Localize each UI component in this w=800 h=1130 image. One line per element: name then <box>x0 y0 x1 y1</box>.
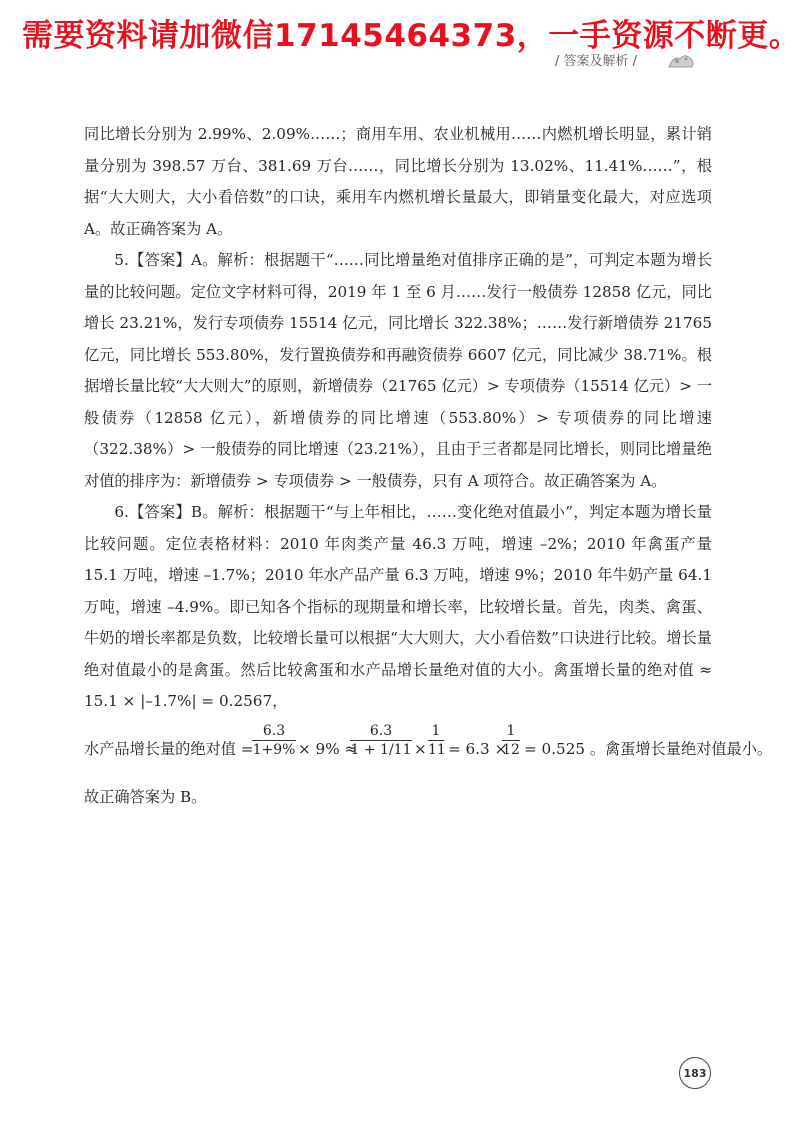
q6-formula-line <box>84 718 773 782</box>
fraction-2 <box>350 722 412 759</box>
paragraph-q6: 6.【答案】B。解析：根据题干“与上年相比，……变化绝对值最小”，判定本题为增长量比较问题。定位表格材料：2010 年肉类产量 46.3 万吨，增速 –2%；2010 年禽蛋产量 15.1 万吨，增速 –1.7%；2010 年水产品产量 6.3 万吨，增速 9%；2010 年牛奶产量 64.1 万吨，增速 –4.9%。即已知各个指标的现期量和增长率，比较增长量。首先，肉类、禽蛋、牛奶的增长率都是负数，比较增长量可以根据“大大则大，大小看倍数”口诀进行比较。增长量绝对值最小的是禽蛋。然后比较禽蛋和水产品增长量绝对值的大小。禽蛋增长量的绝对值 ≈ 15.1 × |–1.7%| = 0.2567， <box>84 503 712 710</box>
fraction-1-numerator: 6.3 <box>262 722 286 739</box>
fraction-4 <box>502 722 520 759</box>
paragraph-q5: 5.【答案】A。解析：根据题干“……同比增量绝对值排序正确的是”，可判定本题为增长量的比较问题。定位文字材料可得，2019 年 1 至 6 月……发行一般债券 12858 亿元，同比增长 23.21%，发行专项债券 15514 亿元，同比增长 322.38%；……发行新增债券 21765 亿元，同比增长 553.80%，发行置换债券和再融资债券 6607 亿元，同比减少 38.71%。根据增长量比较“大大则大”的原则，新增债券（21765 亿元）> 专项债券（15514 亿元）> 一般债券（12858 亿元），新增债券的同比增速（553.80%）> 专项债券的同比增速（322.38%）> 一般债券的同比增速（23.21%），且由于三者都是同比增长，则同比增量绝对值的排序为：新增债券 > 专项债券 > 一般债券，只有 A 项符合。故正确答案为 A。 <box>84 251 712 490</box>
watermark-banner: 需要资料请加微信17145464373，一手资源不断更。 <box>22 18 800 54</box>
paragraph-q4-continued: 同比增长分别为 2.99%、2.09%……；商用车用、农业机械用……内燃机增长明显，累计销量分别为 398.57 万台、381.69 万台……，同比增长分别为 13.02%、11.41%……”，根据“大大则大，大小看倍数”的口诀，乘用车内燃机增长量最大，即销量变化最大，对应选项 A。故正确答案为 A。 <box>84 125 712 238</box>
fraction-1-denominator: 1+9% <box>252 741 296 758</box>
fraction-3-numerator: 1 <box>431 722 441 739</box>
section-header: / 答案及解析 / <box>555 54 638 69</box>
fraction-2-numerator: 6.3 <box>369 722 393 739</box>
decorative-illustration-icon <box>666 50 696 70</box>
fraction-1 <box>252 722 296 759</box>
q6-conclusion: 故正确答案为 B。 <box>84 787 207 806</box>
fraction-4-numerator: 1 <box>506 722 516 739</box>
fraction-3-denominator: 11 <box>428 741 446 758</box>
fraction-3 <box>428 722 444 759</box>
formula-term-3: = 6.3 × <box>448 739 508 758</box>
formula-term-1: × 9% ≈ <box>298 739 358 758</box>
formula-label: 水产品增长量的绝对值 = <box>84 739 254 758</box>
page-number: 183 <box>679 1057 711 1089</box>
fraction-4-denominator: 12 <box>502 741 520 758</box>
formula-term-4: = 0.525 。禽蛋增长量绝对值最小。 <box>524 739 773 758</box>
fraction-2-denominator: 1 + 1/11 <box>350 741 412 758</box>
answer-content <box>84 119 773 813</box>
formula-term-2: × <box>414 739 427 758</box>
